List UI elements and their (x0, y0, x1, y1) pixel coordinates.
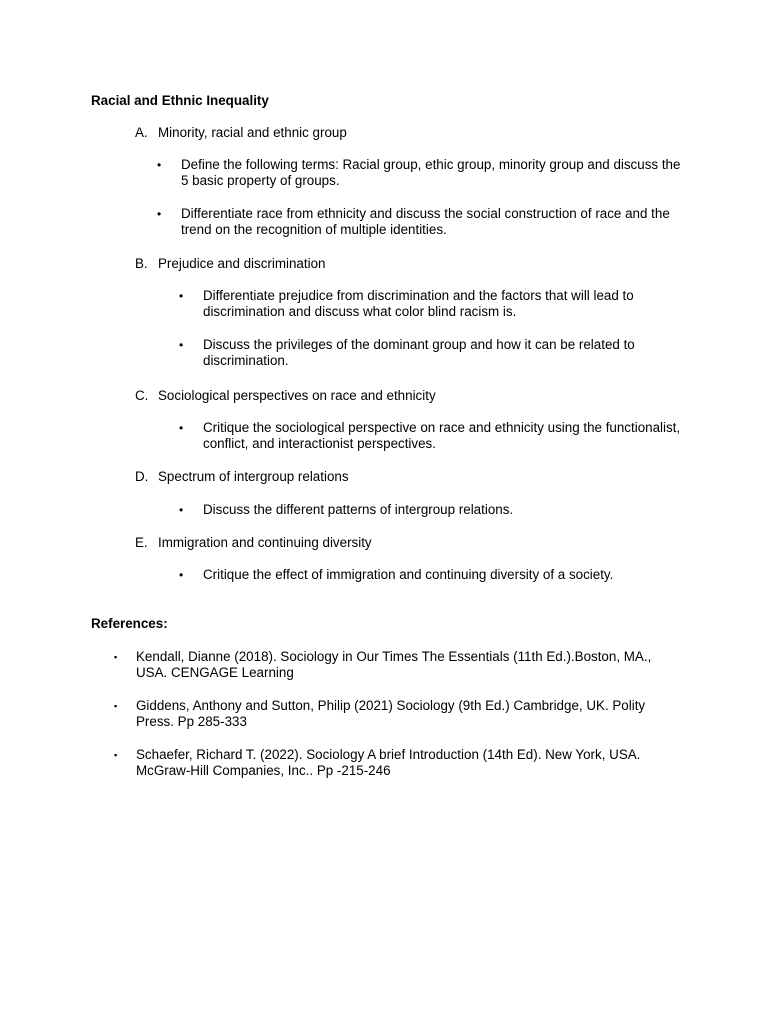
list-item (179, 502, 684, 518)
section-title: Immigration and continuing diversity (158, 535, 372, 550)
section-heading-c (135, 388, 436, 404)
reference-item (114, 649, 684, 681)
list-item (157, 206, 687, 238)
list-item-text: Discuss the privileges of the dominant group and how it can be related to discrimination. (203, 337, 635, 368)
section-letter: D. (135, 469, 149, 484)
list-item (179, 288, 684, 320)
section-title: Spectrum of intergroup relations (158, 469, 349, 484)
section-heading-b (135, 256, 325, 272)
square-bullet-icon: ▪ (114, 750, 118, 760)
bullet-icon: • (157, 158, 162, 172)
list-item (157, 157, 687, 189)
bullet-icon: • (179, 289, 184, 303)
bullet-icon: • (179, 568, 184, 582)
reference-item (114, 747, 684, 779)
list-item-text: Discuss the different patterns of intergroup relations. (203, 502, 514, 517)
reference-item (114, 698, 684, 730)
list-item-text: Critique the effect of immigration and continuing diversity of a society. (203, 567, 614, 582)
section-title: Minority, racial and ethnic group (158, 125, 347, 140)
bullet-icon: • (179, 421, 184, 435)
section-letter: C. (135, 388, 149, 403)
references-heading: References: (91, 616, 168, 631)
section-letter: A. (135, 125, 148, 140)
square-bullet-icon: ▪ (114, 701, 118, 711)
section-letter: B. (135, 256, 148, 271)
section-heading-e (135, 535, 372, 551)
section-heading-a (135, 125, 347, 141)
reference-text: Giddens, Anthony and Sutton, Philip (2021) Sociology (9th Ed.) Cambridge, UK. Polity Press. Pp 285-333 (136, 698, 646, 729)
section-title: Prejudice and discrimination (158, 256, 326, 271)
list-item-text: Define the following terms: Racial group, ethic group, minority group and discuss the 5 basic property of groups. (181, 157, 681, 188)
page-title: Racial and Ethnic Inequality (91, 93, 269, 108)
section-heading-d (135, 469, 349, 485)
list-item (179, 420, 684, 452)
list-item (179, 337, 684, 369)
list-item-text: Differentiate race from ethnicity and discuss the social construction of race and the trend on the recognition of multiple identities. (181, 206, 670, 237)
bullet-icon: • (179, 338, 184, 352)
list-item-text: Critique the sociological perspective on race and ethnicity using the functionalist, conflict, and interactionist perspectives. (203, 420, 681, 451)
section-letter: E. (135, 535, 148, 550)
section-title: Sociological perspectives on race and ethnicity (158, 388, 436, 403)
list-item (179, 567, 684, 583)
reference-text: Kendall, Dianne (2018). Sociology in Our Times The Essentials (11th Ed.).Boston, MA., USA. CENGAGE Learning (136, 649, 652, 680)
reference-text: Schaefer, Richard T. (2022). Sociology A brief Introduction (14th Ed). New York, USA. McGraw-Hill Companies, Inc.. Pp -215-246 (136, 747, 641, 778)
list-item-text: Differentiate prejudice from discrimination and the factors that will lead to discrimination and discuss what color blind racism is. (203, 288, 634, 319)
bullet-icon: • (157, 207, 162, 221)
bullet-icon: • (179, 503, 184, 517)
square-bullet-icon: ▪ (114, 652, 118, 662)
